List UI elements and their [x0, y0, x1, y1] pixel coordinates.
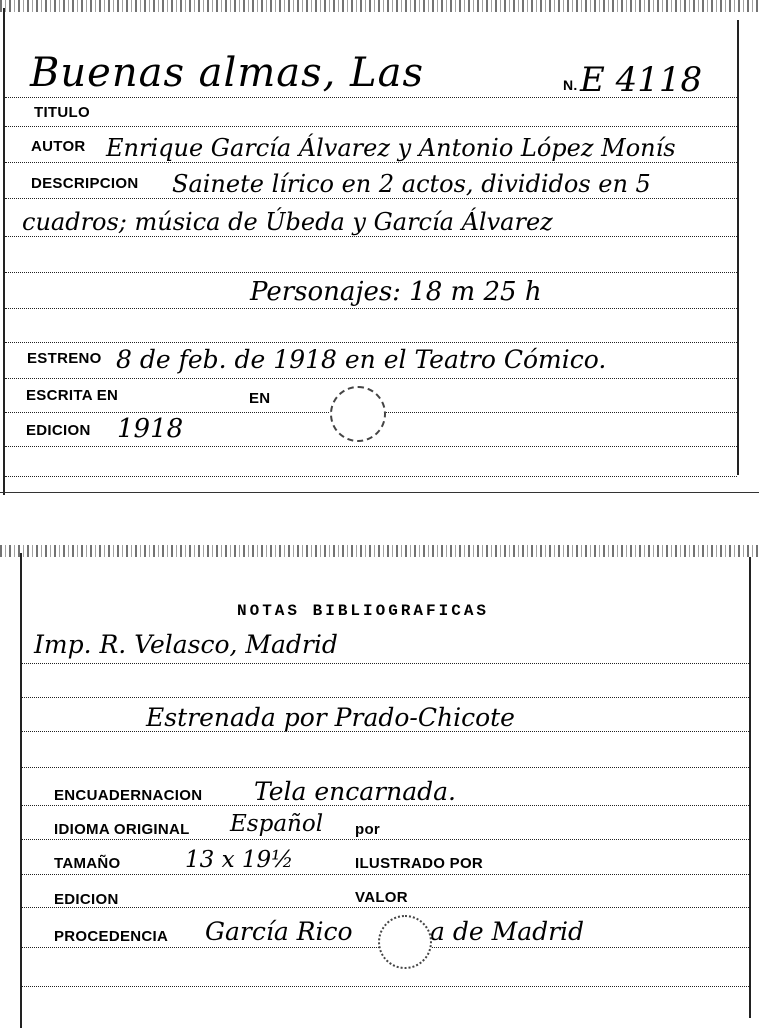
title-value: Buenas almas, Las — [30, 50, 424, 96]
en-label: EN — [249, 390, 271, 407]
card-left-border — [3, 8, 5, 495]
encuadernacion-label: ENCUADERNACION — [54, 787, 203, 804]
rule-line — [5, 476, 737, 477]
punch-hole — [330, 386, 386, 442]
edicion-label: EDICION — [26, 422, 91, 439]
card-top-edge — [0, 545, 759, 557]
punch-hole — [378, 915, 432, 969]
personajes-value: Personajes: 18 m 25 h — [250, 277, 542, 307]
rule-line — [5, 342, 737, 343]
procedencia-value-part-1: García Rico — [205, 917, 353, 946]
descripcion-label: DESCRIPCION — [31, 175, 139, 192]
card-left-border — [20, 553, 22, 1028]
rule-line — [5, 378, 737, 379]
procedencia-value-part-2: a de Madrid — [430, 917, 585, 946]
valor-label: VALOR — [355, 889, 408, 906]
catalog-card-back — [0, 545, 759, 1028]
rule-line — [5, 308, 737, 309]
procedencia-label: PROCEDENCIA — [54, 928, 169, 945]
rule-line — [22, 986, 749, 987]
autor-label: AUTOR — [31, 138, 86, 155]
rule-line — [22, 839, 749, 840]
notas-heading: NOTAS BIBLIOGRAFICAS — [237, 602, 490, 620]
descripcion-line-1: Sainete lírico en 2 actos, divididos en 5 — [172, 170, 651, 198]
number-label: N. — [563, 77, 578, 93]
card-right-border — [737, 20, 739, 475]
nota-line-2: Estrenada por Prado-Chicote — [146, 703, 515, 732]
rule-line — [22, 663, 749, 664]
idioma-value: Español — [230, 811, 324, 837]
rule-line — [5, 236, 737, 237]
autor-value: Enrique García Álvarez y Antonio López Monís — [106, 134, 676, 162]
rule-line — [22, 767, 749, 768]
idioma-original-label: IDIOMA ORIGINAL — [54, 821, 190, 838]
encuadernacion-value: Tela encarnada. — [254, 777, 456, 806]
catalog-card-front — [0, 0, 759, 495]
rule-line — [5, 198, 737, 199]
card-bottom-edge — [0, 492, 759, 493]
nota-line-1: Imp. R. Velasco, Madrid — [34, 630, 338, 659]
card-right-border — [749, 557, 751, 1018]
estreno-label: ESTRENO — [27, 350, 102, 367]
escrita-en-label: ESCRITA EN — [26, 387, 119, 404]
rule-line — [22, 907, 749, 908]
edicion-label-back: EDICION — [54, 891, 119, 908]
titulo-label: TITULO — [34, 104, 90, 121]
rule-line — [5, 162, 737, 163]
card-top-edge — [0, 0, 759, 12]
rule-line — [5, 272, 737, 273]
descripcion-line-2: cuadros; música de Úbeda y García Álvarez — [22, 208, 553, 236]
ilustrado-por-label: ILUSTRADO POR — [355, 855, 484, 872]
rule-line — [5, 126, 737, 127]
estreno-value: 8 de feb. de 1918 en el Teatro Cómico. — [116, 345, 607, 374]
number-value: E 4118 — [580, 60, 703, 100]
edicion-value: 1918 — [117, 414, 184, 444]
rule-line — [22, 874, 749, 875]
tamano-label: TAMAÑO — [54, 855, 121, 872]
por-label: por — [355, 821, 381, 838]
rule-line — [22, 697, 749, 698]
rule-line — [5, 446, 737, 447]
tamano-value: 13 x 19½ — [185, 847, 294, 873]
